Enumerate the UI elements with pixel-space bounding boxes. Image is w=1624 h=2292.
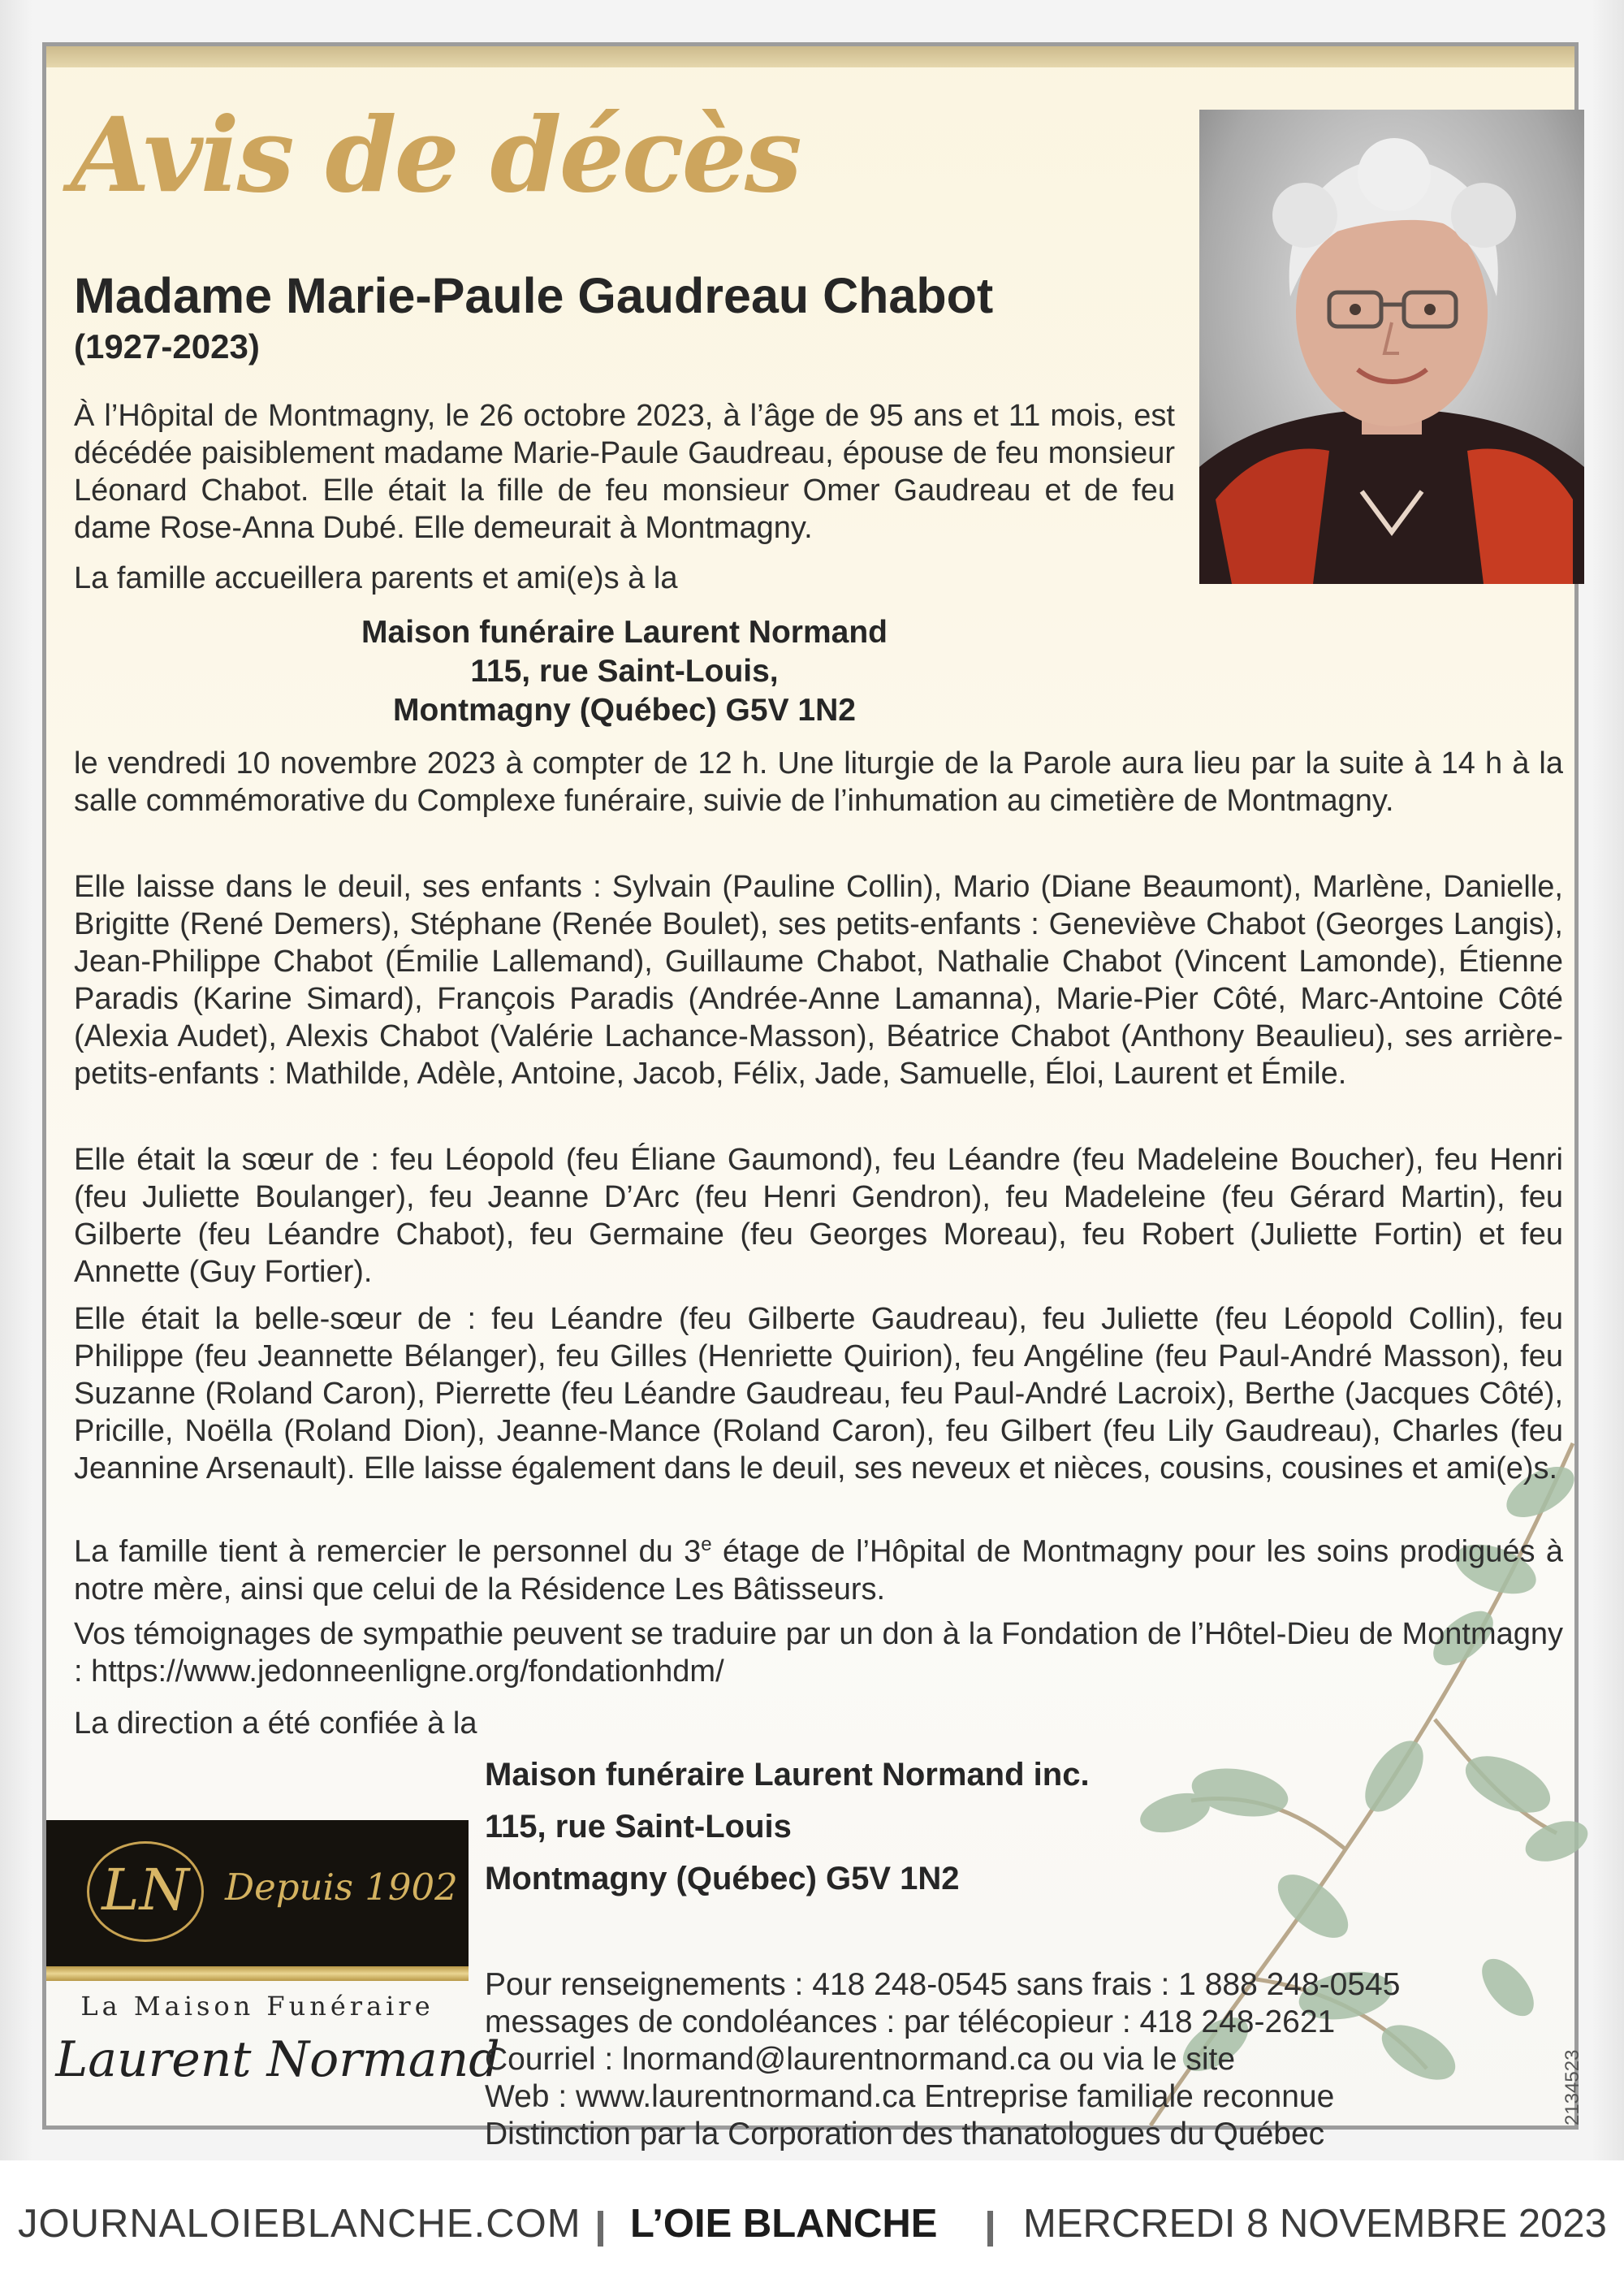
newspaper-footer <box>0 2160 1624 2292</box>
venue-street: 115, rue Saint-Louis, <box>470 654 779 689</box>
deceased-portrait <box>1199 110 1584 584</box>
logo-maison-funeraire: La Maison Funéraire <box>80 1991 434 2022</box>
contact-distinction: Distinction par la Corporation des thanatologues du Québec <box>485 2117 1325 2151</box>
funeral-home-name: Maison funéraire Laurent Normand inc. <box>485 1757 1090 1793</box>
funeral-home-street: 115, rue Saint-Louis <box>485 1809 792 1844</box>
thanks-text-end: étage de l’Hôpital de Montmagny pour les soins prodigués à notre mère, ainsi que celui de la Résidence Les Bâtisseurs. <box>74 1534 1563 1607</box>
contact-fax: messages de condoléances : par télécopieur : 418 248-2621 <box>485 2004 1336 2039</box>
footer-newspaper-name: L’OIE BLANCHE <box>630 2202 938 2246</box>
paragraph-thanks <box>74 1526 1563 1608</box>
venue-city: Montmagny (Québec) G5V 1N2 <box>393 693 856 728</box>
venue-address <box>74 613 1175 730</box>
footer-date: MERCREDI 8 NOVEMBRE 2023 <box>1023 2202 1607 2246</box>
deceased-name: Madame Marie-Paule Gaudreau Chabot <box>74 268 994 323</box>
deceased-years: (1927-2023) <box>74 327 260 365</box>
thanks-text-start: La famille tient à remercier le personnel du 3 <box>74 1534 702 1569</box>
paragraph-family-welcome: La famille accueillera parents et ami(e)s à la <box>74 561 678 595</box>
paragraph-ceremony: le vendredi 10 novembre 2023 à compter de 12 h. Une liturgie de la Parole aura lieu par la suite à 14 h à la salle commémorative du Complexe funéraire, suivie de l’inhumation au cimetière de Montmagny. <box>74 746 1563 818</box>
paragraph-donation: Vos témoignages de sympathie peuvent se traduire par un don à la Fondation de l’Hôtel-Dieu de Montmagny : https://www.jedonneenligne.org/fondationhdm/ <box>74 1617 1563 1689</box>
footer-separator <box>598 2211 603 2247</box>
paragraph-direction: La direction a été confiée à la <box>74 1706 477 1741</box>
paragraph-siblings: Elle était la sœur de : feu Léopold (feu Éliane Gaumond), feu Léandre (feu Madeleine Boucher), feu Henri (feu Juliette Boulanger), feu Jeanne D’Arc (feu Henri Gendron), feu Madeleine (feu Gérard Martin), feu Gilberte (feu Léandre Chabot), feu Germaine (feu Georges Moreau), feu Robert (Juliette Fortin) et feu Annette (Guy Fortier). <box>74 1143 1563 1289</box>
thanks-superscript: e <box>701 1533 712 1555</box>
logo-since-text: Depuis 1902 <box>225 1866 458 1909</box>
funeral-home-contact-info <box>485 1966 1400 2153</box>
obituary-frame <box>42 42 1583 2151</box>
contact-web: Web : www.laurentnormand.ca Entreprise familiale reconnue <box>485 2079 1335 2114</box>
top-gold-band <box>46 46 1574 67</box>
footer-separator <box>987 2211 993 2247</box>
venue-name: Maison funéraire Laurent Normand <box>361 615 888 650</box>
ad-reference-number: 2134523 <box>1561 2049 1583 2126</box>
portrait-image <box>1199 110 1584 584</box>
logo-gold-stripe <box>46 1966 469 1981</box>
contact-phone: Pour renseignements : 418 248-0545 sans frais : 1 888 248-0545 <box>485 1967 1401 2002</box>
paragraph-death-notice: À l’Hôpital de Montmagny, le 26 octobre 2023, à l’âge de 95 ans et 11 mois, est décédée paisiblement madame Marie-Paule Gaudreau, épouse de feu monsieur Léonard Chabot. Elle était la fille de feu monsieur Omer Gaudreau et de feu dame Rose-Anna Dubé. Elle demeurait à Montmagny. <box>74 399 1175 545</box>
paragraph-survivors: Elle laisse dans le deuil, ses enfants : Sylvain (Pauline Collin), Mario (Diane Beaumont), Marlène, Danielle, Brigitte (René Demers), Stéphane (Renée Boulet), ses petits-enfants : Geneviève Chabot (Georges Langis), Jean-Philippe Chabot (Émilie Lallemand), Guillaume Chabot, Nathalie Chabot (Vincent Lamonde), Étienne Paradis (Karine Simard), François Paradis (Andrée-Anne Lamanna), Marie-Pier Côté, Marc-Antoine Côté (Alexia Audet), Alexis Chabot (Valérie Lachance-Masson), Béatrice Chabot (Anthony Beaulieu), ses arrière-petits-enfants : Mathilde, Adèle, Antoine, Jacob, Félix, Jade, Samuelle, Éloi, Laurent et Émile. <box>74 870 1563 1091</box>
funeral-home-city: Montmagny (Québec) G5V 1N2 <box>485 1861 960 1896</box>
notice-title: Avis de décès <box>71 95 800 215</box>
paragraph-in-laws: Elle était la belle-sœur de : feu Léandre (feu Gilberte Gaudreau), feu Juliette (feu Léopold Collin), feu Philippe (feu Jeannette Bélanger), feu Gilles (Henriette Quirion), feu Angéline (feu Paul-André Masson), feu Suzanne (Roland Caron), Pierrette (feu Léandre Gaudreau, feu Paul-André Lacroix), Berthe (Jacques Côté), Pricille, Noëlla (Roland Dion), Jeanne-Mance (Roland Caron), feu Gilbert (feu Lily Gaudreau), Charles (feu Jeannine Arsenault). Elle laisse également dans le deuil, ses neveux et nièces, cousins, cousines et ami(e)s. <box>74 1302 1563 1485</box>
footer-website: JOURNALOIEBLANCHE.COM <box>18 2202 581 2246</box>
logo-laurent-normand: Laurent Normand <box>55 2031 500 2088</box>
contact-email: Courriel : lnormand@laurentnormand.ca ou via le site <box>485 2042 1236 2077</box>
ln-monogram-logo: LN <box>87 1841 204 1942</box>
